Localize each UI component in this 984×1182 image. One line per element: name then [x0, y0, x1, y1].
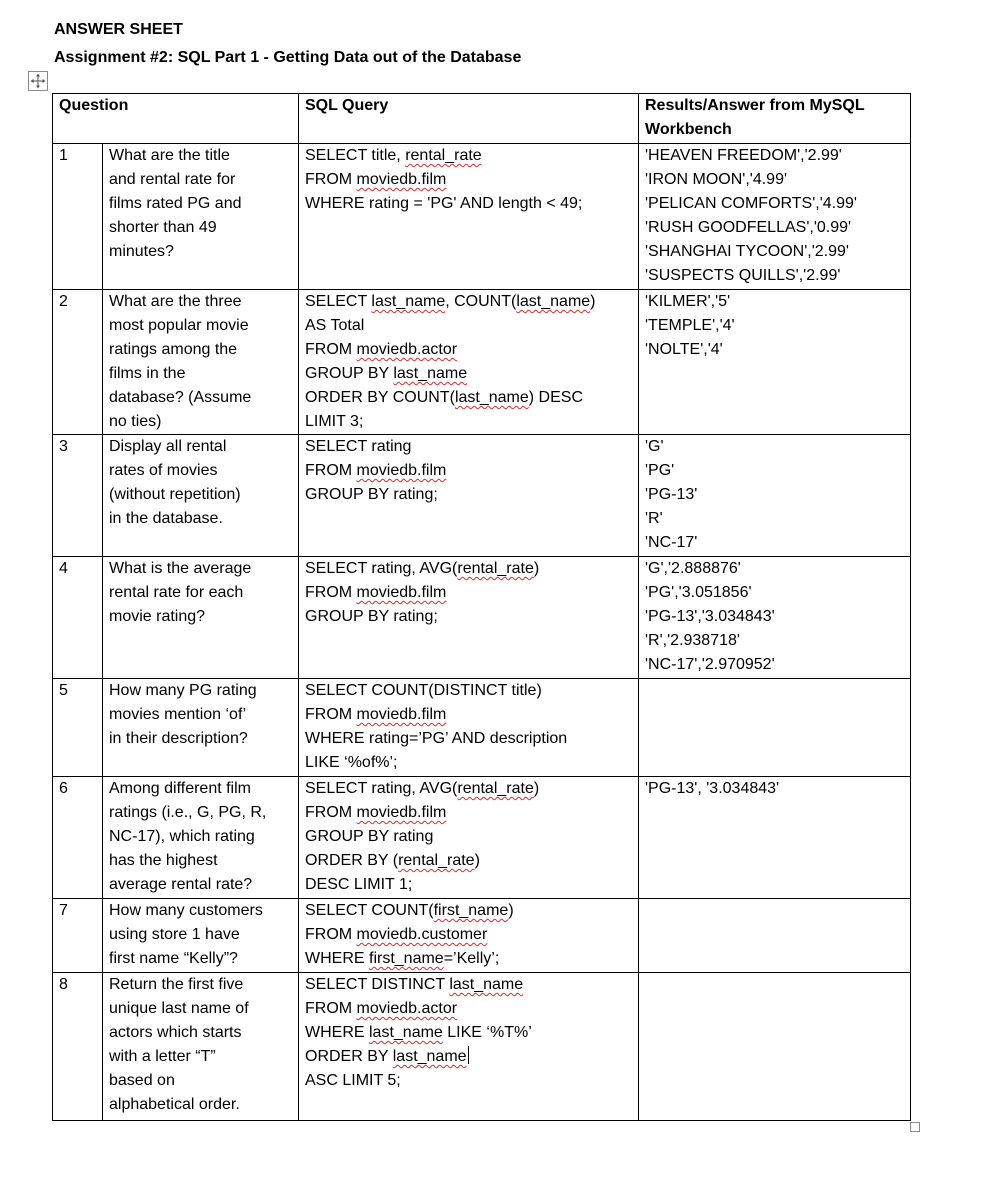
table-row: [53, 290, 911, 435]
result-line: 'NC-17': [645, 534, 698, 551]
sql-text: ): [590, 293, 596, 310]
question-line: How many customers: [109, 902, 263, 919]
sql-query-line: [305, 899, 632, 923]
sql-identifier: moviedb.film: [356, 584, 447, 601]
sql-query[interactable]: [299, 973, 639, 1121]
table-row: [53, 144, 911, 290]
sql-query[interactable]: [299, 679, 639, 777]
question-number: 8: [53, 973, 103, 1121]
sql-query-line: [305, 435, 632, 459]
sql-query-line: [305, 777, 632, 801]
table-resize-handle-icon[interactable]: [910, 1122, 920, 1132]
question-line: based on: [109, 1072, 175, 1089]
sql-text: WHERE rating = 'PG' AND length < 49;: [305, 195, 583, 212]
sql-query-line: [305, 144, 632, 168]
question-line: shorter than 49: [109, 219, 217, 236]
sql-text: SELECT COUNT(: [305, 902, 434, 919]
result-line: 'PG': [645, 462, 675, 479]
table-row: [53, 973, 911, 1121]
question-line: What is the average: [109, 560, 252, 577]
question-text: [103, 144, 299, 290]
sql-query-line: [305, 997, 632, 1021]
result-line: 'PG-13','3.034843': [645, 608, 775, 625]
sql-query-line: [305, 825, 632, 849]
question-number: 3: [53, 435, 103, 557]
sql-text: FROM: [305, 462, 357, 479]
result-line: 'NOLTE','4': [645, 341, 723, 358]
sql-query-line: [305, 751, 632, 775]
sql-identifier: rental_rate: [405, 147, 482, 164]
result-line: 'HEAVEN FREEDOM','2.99': [645, 147, 842, 164]
result-line: 'PG-13', '3.034843': [645, 780, 780, 797]
question-number: 7: [53, 899, 103, 973]
sql-query-line: [305, 923, 632, 947]
question-line: (without repetition): [109, 486, 241, 503]
sql-text: =’Kelly’;: [443, 950, 500, 967]
question-text: [103, 290, 299, 435]
question-text: [103, 557, 299, 679]
sql-identifier: moviedb.actor: [356, 1000, 458, 1017]
sql-text: SELECT rating: [305, 438, 412, 455]
question-number: 5: [53, 679, 103, 777]
sql-text: ) DESC: [528, 389, 583, 406]
table-row: [53, 777, 911, 899]
question-line: unique last name of: [109, 1000, 249, 1017]
sql-identifier: rental_rate: [457, 560, 534, 577]
sql-query-line: [305, 873, 632, 897]
result-text: [639, 679, 911, 777]
sql-query[interactable]: [299, 435, 639, 557]
table-row: [53, 557, 911, 679]
sql-query[interactable]: [299, 899, 639, 973]
sql-identifier: moviedb.film: [356, 804, 447, 821]
sql-text: SELECT rating, AVG(: [305, 560, 458, 577]
sql-text: FROM: [305, 706, 357, 723]
question-line: Among different film: [109, 780, 251, 797]
assignment-title: Assignment #2: SQL Part 1 - Getting Data out of the Database: [54, 49, 522, 66]
question-column-header: Question: [53, 94, 299, 144]
sql-text: LIKE ‘%of%’;: [305, 754, 398, 771]
result-line: 'IRON MOON','4.99': [645, 171, 788, 188]
question-number: 6: [53, 777, 103, 899]
sql-query[interactable]: [299, 557, 639, 679]
result-text: [639, 973, 911, 1121]
question-text: [103, 777, 299, 899]
sql-query[interactable]: [299, 777, 639, 899]
sql-text: LIMIT 3;: [305, 413, 364, 430]
sql-query[interactable]: [299, 290, 639, 435]
result-line: 'NC-17','2.970952': [645, 656, 775, 673]
sql-text: WHERE rating=’PG’ AND description: [305, 730, 568, 747]
sql-text: FROM: [305, 926, 357, 943]
question-line: NC-17), which rating: [109, 828, 255, 845]
question-line: Display all rental: [109, 438, 227, 455]
result-line: 'TEMPLE','4': [645, 317, 735, 334]
sql-identifier: rental_rate: [457, 780, 534, 797]
sql-text: ORDER BY COUNT(: [305, 389, 455, 406]
sql-identifier: rental_rate: [398, 852, 475, 869]
question-text: [103, 899, 299, 973]
sql-query-line: [305, 727, 632, 751]
sql-query[interactable]: [299, 144, 639, 290]
sql-identifier: last_name: [516, 293, 591, 310]
sql-identifier: moviedb.customer: [356, 926, 488, 943]
question-number: 4: [53, 557, 103, 679]
sql-identifier: first_name: [369, 950, 444, 967]
result-line: 'PG-13': [645, 486, 698, 503]
question-line: ratings (i.e., G, PG, R,: [109, 804, 267, 821]
result-line: 'KILMER','5': [645, 293, 731, 310]
question-number: 1: [53, 144, 103, 290]
question-line: What are the three: [109, 293, 242, 310]
question-line: minutes?: [109, 243, 174, 260]
sql-query-line: [305, 483, 632, 507]
sql-query-line: [305, 314, 632, 338]
sql-identifier: last_name: [392, 1048, 467, 1065]
question-line: no ties): [109, 413, 162, 430]
question-text: [103, 679, 299, 777]
sql-query-line: [305, 1021, 632, 1045]
sql-text: FROM: [305, 171, 357, 188]
result-text: [639, 777, 911, 899]
sql-query-line: [305, 973, 632, 997]
sql-text: SELECT DISTINCT: [305, 976, 450, 993]
sql-text: WHERE: [305, 950, 369, 967]
sql-text: GROUP BY rating;: [305, 608, 438, 625]
question-text: [103, 973, 299, 1121]
sql-identifier: last_name: [454, 389, 529, 406]
result-text: [639, 144, 911, 290]
sql-query-line: [305, 338, 632, 362]
sql-identifier: last_name: [449, 976, 524, 993]
question-line: How many PG rating: [109, 682, 257, 699]
sql-query-line: [305, 386, 632, 410]
question-line: rates of movies: [109, 462, 218, 479]
result-line: 'SUSPECTS QUILLS','2.99': [645, 267, 841, 284]
sql-text: , COUNT(: [445, 293, 517, 310]
question-line: database? (Assume: [109, 389, 252, 406]
sql-query-line: [305, 290, 632, 314]
sql-query-line: [305, 1045, 632, 1069]
question-line: films rated PG and: [109, 195, 242, 212]
question-line: movies mention ‘of’: [109, 706, 247, 723]
sql-text: SELECT: [305, 293, 372, 310]
sql-query-line: [305, 459, 632, 483]
question-line: rental rate for each: [109, 584, 244, 601]
result-line: 'PG','3.051856': [645, 584, 752, 601]
result-line: 'RUSH GOODFELLAS','0.99': [645, 219, 852, 236]
question-line: first name “Kelly”?: [109, 950, 238, 967]
question-line: in their description?: [109, 730, 248, 747]
sql-text: ): [533, 560, 540, 577]
table-row: [53, 899, 911, 973]
sql-text: ): [508, 902, 514, 919]
sql-text: SELECT rating, AVG(: [305, 780, 458, 797]
sql-text: GROUP BY: [305, 365, 394, 382]
question-line: most popular movie: [109, 317, 249, 334]
result-line: 'G': [645, 438, 664, 455]
sql-query-line: [305, 362, 632, 386]
result-text: [639, 557, 911, 679]
table-row: [53, 435, 911, 557]
result-line: 'G','2.888876': [645, 560, 741, 577]
sql-text: ): [533, 780, 540, 797]
question-line: with a letter “T”: [109, 1048, 216, 1065]
sheet-title: ANSWER SHEET: [54, 21, 183, 38]
sql-identifier: first_name: [433, 902, 509, 919]
sql-query-line: [305, 679, 632, 703]
sql-query-line: [305, 581, 632, 605]
sql-text: DESC LIMIT 1;: [305, 876, 413, 893]
question-line: alphabetical order.: [109, 1096, 240, 1113]
sql-text: ORDER BY (: [305, 852, 399, 869]
sql-text: ): [474, 852, 480, 869]
sql-identifier: last_name: [393, 365, 468, 382]
result-line: 'SHANGHAI TYCOON','2.99': [645, 243, 849, 260]
sql-text: WHERE: [305, 1024, 369, 1041]
sql-query-line: [305, 192, 632, 216]
sql-query-line: [305, 605, 632, 629]
question-text: [103, 435, 299, 557]
sql-text: LIKE ‘%T%’: [442, 1024, 532, 1041]
question-line: What are the title: [109, 147, 230, 164]
sql-text: ORDER BY: [305, 1048, 393, 1065]
sql-text: SELECT COUNT(DISTINCT title): [305, 682, 542, 699]
question-line: movie rating?: [109, 608, 206, 625]
question-line: in the database.: [109, 510, 223, 527]
question-line: average rental rate?: [109, 876, 253, 893]
question-line: films in the: [109, 365, 186, 382]
question-line: ratings among the: [109, 341, 238, 358]
results-column-header: Results/Answer from MySQL Workbench: [639, 94, 911, 144]
result-text: [639, 899, 911, 973]
sql-text: FROM: [305, 1000, 357, 1017]
sql-query-line: [305, 849, 632, 873]
table-move-handle-icon[interactable]: [28, 71, 48, 91]
sql-identifier: last_name: [371, 293, 446, 310]
sql-text: AS Total: [305, 317, 365, 334]
sql-text: ASC LIMIT 5;: [305, 1072, 401, 1089]
answer-table: [52, 93, 911, 1121]
sql-text: SELECT title,: [305, 147, 406, 164]
question-line: Return the first five: [109, 976, 244, 993]
sql-query-line: [305, 557, 632, 581]
result-line: 'R','2.938718': [645, 632, 740, 649]
result-line: 'R': [645, 510, 663, 527]
question-line: actors which starts: [109, 1024, 242, 1041]
sql-identifier: last_name: [369, 1024, 443, 1041]
sql-query-column-header: SQL Query: [299, 94, 639, 144]
sql-text: GROUP BY rating;: [305, 486, 438, 503]
result-text: [639, 435, 911, 557]
question-line: has the highest: [109, 852, 218, 869]
sql-query-line: [305, 947, 632, 971]
question-line: and rental rate for: [109, 171, 236, 188]
sql-query-line: [305, 410, 632, 434]
sql-identifier: moviedb.actor: [356, 341, 458, 358]
question-line: using store 1 have: [109, 926, 240, 943]
text-cursor: [468, 1046, 469, 1064]
result-line: 'PELICAN COMFORTS','4.99': [645, 195, 857, 212]
sql-query-line: [305, 703, 632, 727]
sql-identifier: moviedb.film: [356, 706, 447, 723]
sql-query-line: [305, 801, 632, 825]
sql-query-line: [305, 168, 632, 192]
question-number: 2: [53, 290, 103, 435]
result-text: [639, 290, 911, 435]
sql-query-line: [305, 1069, 632, 1093]
sql-identifier: moviedb.film: [356, 171, 447, 188]
sql-text: FROM: [305, 584, 357, 601]
sql-text: FROM: [305, 804, 357, 821]
sql-identifier: moviedb.film: [356, 462, 447, 479]
sql-text: FROM: [305, 341, 357, 358]
sql-text: GROUP BY rating: [305, 828, 434, 845]
table-row: [53, 679, 911, 777]
